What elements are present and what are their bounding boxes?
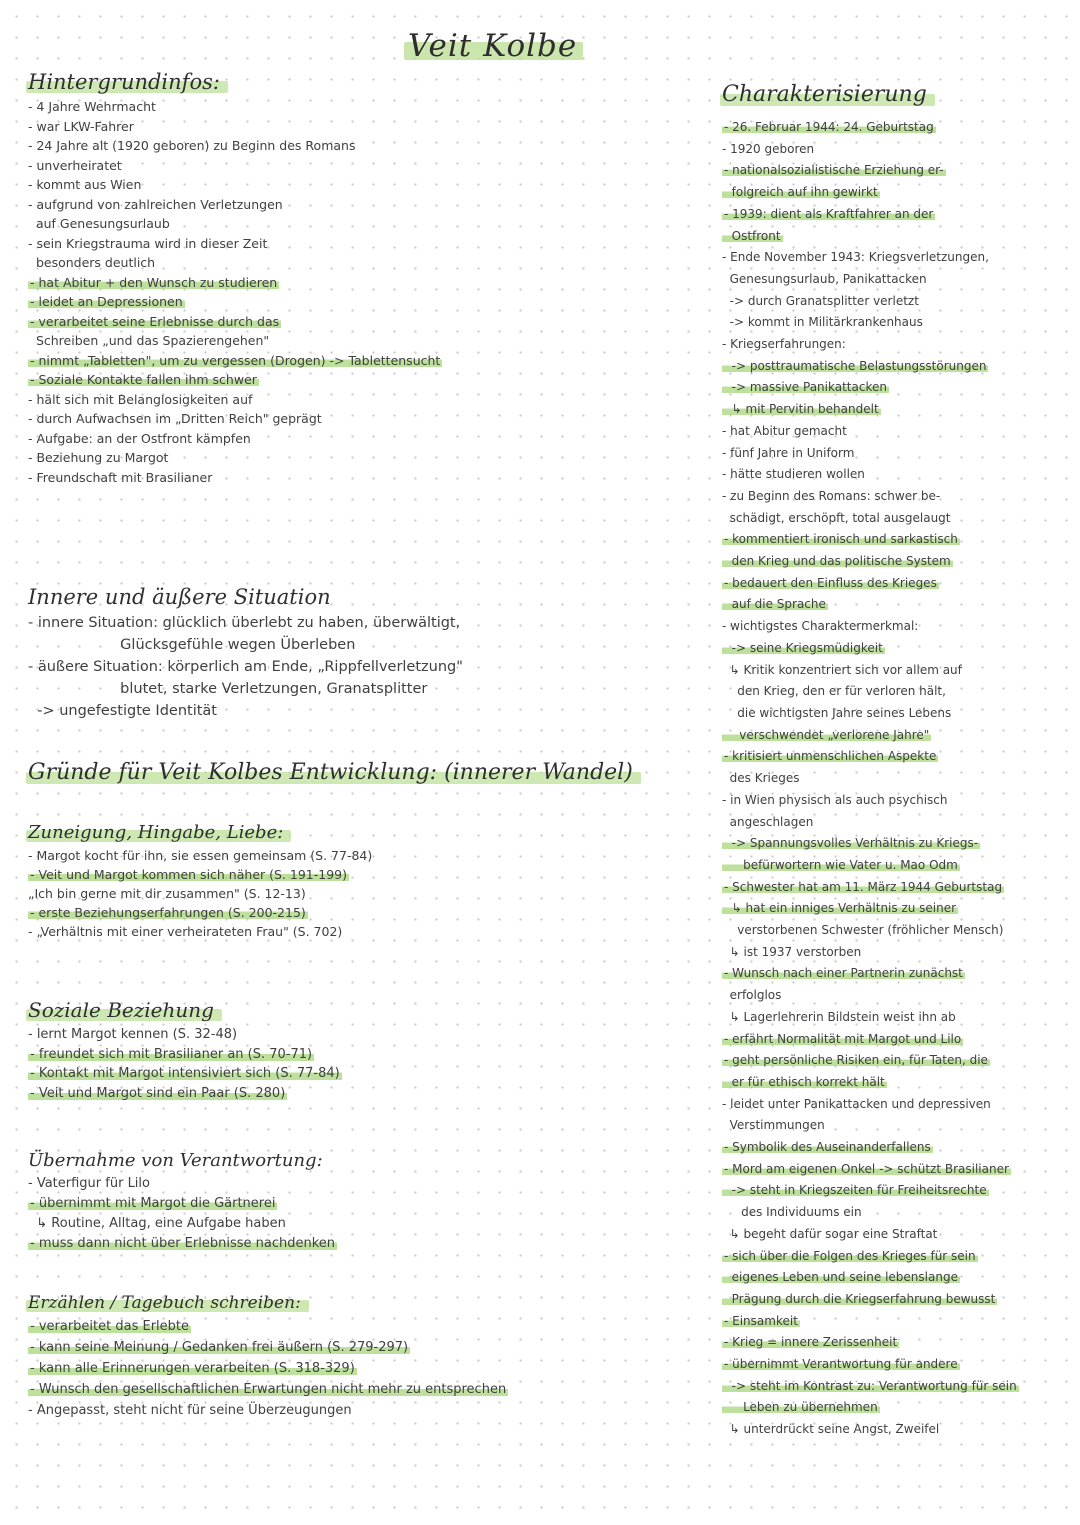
note-line-text: - kann seine Meinung / Gedanken frei äußern (S. 279-297)	[30, 1340, 409, 1355]
note-line-text: - Veit und Margot kommen sich näher (S. 191-199)	[30, 867, 347, 882]
note-line-text: - aufgrund von zahlreichen Verletzungen	[28, 196, 283, 212]
characterization-line-text: - Kriegserfahrungen:	[722, 337, 846, 352]
characterization-line-text: -> steht in Kriegszeiten für Freiheitsrechte	[724, 1183, 987, 1198]
section-1	[28, 585, 588, 722]
characterization-line	[722, 638, 1067, 660]
characterization-line	[722, 594, 1067, 616]
characterization-line	[722, 182, 1067, 204]
characterization-line	[722, 855, 1067, 877]
note-line	[28, 678, 588, 700]
characterization-line	[722, 399, 1067, 421]
note-line	[28, 234, 588, 254]
characterization-line	[722, 725, 1067, 747]
characterization-line-text: befürwortern wie Vater u. Mao Odm	[724, 857, 958, 872]
characterization-line-text: den Krieg, den er für verloren hält,	[722, 684, 946, 699]
note-line	[28, 409, 588, 429]
note-line	[28, 97, 588, 117]
characterization-line-text: -> kommt in Militärkrankenhaus	[722, 315, 923, 330]
characterization-line-text: des Krieges	[722, 771, 800, 786]
characterization-line	[722, 486, 1067, 508]
characterization-line-text: - hat Abitur gemacht	[722, 423, 847, 438]
characterization-line-text: die wichtigsten Jahre seines Lebens	[722, 705, 952, 720]
note-line-text: ↳ Routine, Alltag, eine Aufgabe haben	[28, 1216, 286, 1231]
note-line-text: - freundet sich mit Brasilianer an (S. 70-71)	[30, 1046, 313, 1062]
note-line	[28, 1214, 588, 1234]
section-2	[28, 760, 633, 788]
characterization-line-text: den Krieg und das politische System	[724, 554, 951, 569]
page-title-text: Veit Kolbe	[408, 28, 578, 64]
characterization-line	[722, 269, 1067, 291]
characterization-line	[722, 312, 1067, 334]
characterization-line	[722, 204, 1067, 226]
characterization-line	[722, 464, 1067, 486]
characterization-line	[722, 1029, 1067, 1051]
characterization-line	[722, 551, 1067, 573]
note-line	[28, 846, 588, 865]
characterization-line	[722, 334, 1067, 356]
characterization-line	[722, 421, 1067, 443]
note-line	[28, 351, 588, 371]
characterization-line-text: Leben zu übernehmen	[724, 1400, 878, 1415]
note-line-text: - Kontakt mit Margot intensiviert sich (S. 77-84)	[30, 1066, 340, 1081]
note-line	[28, 448, 588, 468]
note-line-text: - kann alle Erinnerungen verarbeiten (S. 318-329)	[30, 1361, 355, 1376]
note-line-text: - unverheiratet	[28, 157, 122, 173]
note-line	[28, 1234, 588, 1254]
note-line-text: Glücksgefühle wegen Überleben	[28, 637, 356, 653]
note-line-text: auf Genesungsurlaub	[28, 216, 170, 231]
note-line-text: - innere Situation: glücklich überlebt zu haben, überwältigt,	[28, 615, 461, 631]
characterization-line	[722, 356, 1067, 378]
characterization-line	[722, 746, 1067, 768]
characterization-line-text: Ostfront	[724, 228, 781, 243]
characterization-line-text: ↳ hat ein inniges Verhältnis zu seiner	[724, 901, 957, 916]
note-line	[28, 175, 588, 195]
characterization-line-text: er für ethisch korrekt hält	[724, 1074, 885, 1089]
note-line	[28, 1045, 588, 1065]
characterization-line-text: - Wunsch nach einer Partnerin zunächst	[724, 966, 963, 981]
note-line-text: - verarbeitet seine Erlebnisse durch das	[30, 313, 280, 329]
characterization-line	[722, 703, 1067, 725]
note-line	[28, 1316, 588, 1337]
section-heading: Innere und äußere Situation	[28, 585, 331, 609]
characterization-line	[722, 1050, 1067, 1072]
characterization-line	[722, 660, 1067, 682]
characterization-line	[722, 1332, 1067, 1354]
note-line	[28, 370, 588, 390]
characterization-line-text: -> steht im Kontrast zu: Verantwortung für sein	[724, 1378, 1017, 1393]
characterization-line	[722, 573, 1067, 595]
characterization-line-text: - Einsamkeit	[724, 1313, 798, 1328]
note-line	[28, 1084, 588, 1104]
note-line-text: - muss dann nicht über Erlebnisse nachdenken	[30, 1236, 335, 1251]
note-line	[28, 390, 588, 410]
characterization-line	[722, 942, 1067, 964]
note-line-text: „Ich bin gerne mit dir zusammen" (S. 12-13)	[28, 886, 306, 901]
note-line-text: - äußere Situation: körperlich am Ende, „Rippfellverletzung"	[28, 659, 463, 675]
characterization-line-text: - bedauert den Einfluss des Krieges	[724, 575, 937, 590]
characterization-line-text: - geht persönliche Risiken ein, für Taten, die	[724, 1053, 988, 1068]
page-title	[408, 28, 577, 64]
characterization-line-text: - wichtigstes Charaktermerkmal:	[722, 619, 919, 634]
note-line	[28, 884, 588, 903]
characterization-line-text: - fünf Jahre in Uniform	[722, 445, 855, 460]
characterization-line-text: schädigt, erschöpft, total ausgelaugt	[722, 510, 951, 525]
characterization-line	[722, 985, 1067, 1007]
section-4	[28, 998, 588, 1103]
note-line	[28, 117, 588, 137]
note-line	[28, 312, 588, 332]
note-line	[28, 292, 588, 312]
characterization-line-text: -> durch Granatsplitter verletzt	[722, 293, 919, 308]
characterization-line	[722, 226, 1067, 248]
characterization-line-text: - 1920 geboren	[722, 141, 815, 156]
characterization-line	[722, 898, 1067, 920]
note-line	[28, 1064, 588, 1084]
characterization-line-text: -> Spannungsvolles Verhältnis zu Kriegs-	[724, 836, 979, 851]
note-line	[28, 136, 588, 156]
characterization-line-text: folgreich auf ihn gewirkt	[724, 185, 878, 200]
characterization-line-text: erfolglos	[722, 988, 782, 1003]
note-line	[28, 1025, 588, 1045]
characterization-line-text: - Symbolik des Auseinanderfallens	[724, 1140, 931, 1155]
note-line	[28, 214, 588, 234]
note-line	[28, 1379, 588, 1400]
characterization-line	[722, 681, 1067, 703]
note-line-text: - Margot kocht für ihn, sie essen gemeinsam (S. 77-84)	[28, 848, 373, 863]
characterization-line	[722, 1246, 1067, 1268]
characterization-line	[722, 1180, 1067, 1202]
characterization-line	[722, 291, 1067, 313]
characterization-line-text: -> posttraumatische Belastungsstörungen	[724, 358, 987, 373]
characterization-line	[722, 1094, 1067, 1116]
note-line-text: - Aufgabe: an der Ostfront kämpfen	[28, 430, 251, 446]
section-0	[28, 70, 588, 487]
note-line	[28, 253, 588, 273]
note-line	[28, 903, 588, 922]
characterization-line	[722, 1311, 1067, 1333]
section-6	[28, 1293, 588, 1421]
note-line-text: - hat Abitur + den Wunsch zu studieren	[30, 274, 278, 290]
note-line-text: - Vaterfigur für Lilo	[28, 1176, 150, 1191]
note-line	[28, 634, 588, 656]
note-line-text: - Soziale Kontakte fallen ihm schwer	[30, 372, 257, 387]
note-line	[28, 1358, 588, 1379]
characterization-line	[722, 1267, 1067, 1289]
characterization-line	[722, 1115, 1067, 1137]
section-heading: Hintergrundinfos:	[28, 70, 220, 94]
characterization-line	[722, 139, 1067, 161]
note-line	[28, 612, 588, 634]
characterization-line-text: -> seine Kriegsmüdigkeit	[724, 640, 883, 655]
characterization-line	[722, 443, 1067, 465]
note-line	[28, 273, 588, 293]
characterization-line	[722, 1419, 1067, 1441]
characterization-line	[722, 160, 1067, 182]
characterization-line-text: - Ende November 1943: Kriegsverletzungen,	[722, 250, 989, 265]
note-line-text: - Beziehung zu Margot	[28, 450, 169, 465]
note-line	[28, 331, 588, 351]
characterization-line	[722, 1007, 1067, 1029]
characterization-line-text: - übernimmt Verantwortung für andere	[724, 1357, 958, 1372]
note-line	[28, 922, 588, 941]
section-5	[28, 1150, 588, 1254]
characterization-line-text: angeschlagen	[722, 814, 814, 829]
note-line	[28, 156, 588, 176]
characterization-line	[722, 812, 1067, 834]
note-line	[28, 1194, 588, 1214]
characterization-line-text: - 1939: dient als Kraftfahrer an der	[724, 206, 934, 221]
note-line-text: blutet, starke Verletzungen, Granatsplitter	[28, 681, 428, 697]
note-line-text: - sein Kriegstrauma wird in dieser Zeit	[28, 235, 268, 251]
note-line-text: - Freundschaft mit Brasilianer	[28, 469, 213, 485]
characterization-line-text: des Individuums ein	[722, 1205, 862, 1220]
characterization-line-text: Verstimmungen	[722, 1118, 825, 1133]
characterization-line	[722, 920, 1067, 942]
section-3	[28, 822, 588, 941]
section-heading: Zuneigung, Hingabe, Liebe:	[28, 822, 284, 843]
characterization-line-text: - nationalsozialistische Erziehung er-	[724, 163, 944, 178]
characterization-line-text: - in Wien physisch als auch psychisch	[722, 792, 948, 807]
characterization-line-text: - kommentiert ironisch und sarkastisch	[724, 532, 958, 547]
note-line	[28, 1174, 588, 1194]
note-line	[28, 656, 588, 678]
characterization-line-text: eigenes Leben und seine lebenslange	[724, 1270, 958, 1285]
characterization-line	[722, 963, 1067, 985]
characterization-line-text: -> massive Panikattacken	[724, 380, 887, 395]
note-line	[28, 429, 588, 449]
characterization-line-text: ↳ mit Pervitin behandelt	[724, 402, 879, 417]
note-line-text: - Wunsch den gesellschaftlichen Erwartungen nicht mehr zu entsprechen	[30, 1382, 507, 1397]
section-heading: Gründe für Veit Kolbes Entwicklung: (innerer Wandel)	[28, 760, 633, 785]
characterization-line-text: - Krieg = innere Zerissenheit	[724, 1335, 898, 1350]
note-line	[28, 1400, 588, 1421]
note-line-text: - verarbeitet das Erlebte	[30, 1319, 189, 1334]
characterization-line	[722, 247, 1067, 269]
characterization-line-text: auf die Sprache	[724, 597, 826, 612]
characterization-line	[722, 1354, 1067, 1376]
characterization-line-text: - hätte studieren wollen	[722, 467, 865, 482]
characterization-line	[722, 1202, 1067, 1224]
note-line	[28, 1337, 588, 1358]
characterization-line	[722, 616, 1067, 638]
characterization-line-text: - 26. Februar 1944: 24. Geburtstag	[724, 120, 934, 134]
characterization-line-text: - sich über die Folgen des Krieges für sein	[724, 1248, 976, 1263]
note-line-text: - „Verhältnis mit einer verheirateten Frau" (S. 702)	[28, 924, 343, 939]
characterization-line-text: ↳ begeht dafür sogar eine Straftat	[722, 1226, 938, 1241]
note-line-text: - leidet an Depressionen	[30, 294, 183, 309]
characterization-line	[722, 508, 1067, 530]
characterization-line	[722, 790, 1067, 812]
characterization-line-text: - leidet unter Panikattacken und depressiven	[722, 1096, 991, 1111]
characterization-line-text: - erfährt Normalität mit Margot und Lilo	[724, 1031, 962, 1046]
note-line-text: - kommt aus Wien	[28, 177, 142, 192]
note-line-text: - übernimmt mit Margot die Gärtnerei	[30, 1196, 276, 1211]
characterization-line-text: verstorbenen Schwester (fröhlicher Mensch)	[722, 923, 1004, 938]
note-line-text: -> ungefestigte Identität	[28, 703, 217, 719]
characterization-line	[722, 117, 1067, 139]
characterization-line	[722, 1159, 1067, 1181]
section-heading: Übernahme von Verantwortung:	[28, 1150, 323, 1171]
section-heading: Erzählen / Tagebuch schreiben:	[28, 1293, 301, 1313]
note-line-text: - 24 Jahre alt (1920 geboren) zu Beginn des Romans	[28, 138, 356, 153]
characterization-line-text: ↳ unterdrückt seine Angst, Zweifel	[722, 1422, 940, 1437]
characterization-line-text: ↳ ist 1937 verstorben	[722, 944, 862, 959]
characterization-line	[722, 877, 1067, 899]
characterization-line-text: Prägung durch die Kriegserfahrung bewusst	[724, 1291, 996, 1306]
note-line-text: - war LKW-Fahrer	[28, 118, 134, 134]
note-line-text: - 4 Jahre Wehrmacht	[28, 99, 156, 114]
characterization-line-text: Genesungsurlaub, Panikattacken	[722, 271, 927, 286]
characterization-line-text: ↳ Lagerlehrerin Bildstein weist ihn ab	[722, 1009, 956, 1024]
characterization-line	[722, 1397, 1067, 1419]
note-line-text: - Veit und Margot sind ein Paar (S. 280)	[30, 1085, 286, 1101]
characterization-line-text: - zu Beginn des Romans: schwer be-	[722, 488, 941, 503]
characterization-line-text: verschwendet „verlorene Jahre"	[724, 727, 930, 742]
note-line	[28, 195, 588, 215]
characterization-line	[722, 1072, 1067, 1094]
note-line-text: - durch Aufwachsen im „Dritten Reich" geprägt	[28, 411, 322, 426]
note-line-text: - hält sich mit Belanglosigkeiten auf	[28, 391, 253, 407]
characterization-line-text: - Schwester hat am 11. März 1944 Geburtstag	[724, 879, 1003, 894]
right-column	[722, 82, 1067, 1441]
note-line-text: Schreiben „und das Spazierengehen"	[28, 333, 270, 348]
characterization-line	[722, 1137, 1067, 1159]
note-line	[28, 865, 588, 884]
characterization-line-text: ↳ Kritik konzentriert sich vor allem auf	[722, 662, 962, 677]
section-heading: Soziale Beziehung	[28, 998, 214, 1022]
characterization-line	[722, 1224, 1067, 1246]
note-line-text: - erste Beziehungserfahrungen (S. 200-215)	[30, 905, 306, 920]
characterization-line	[722, 1376, 1067, 1398]
note-line-text: - nimmt „Tabletten", um zu vergessen (Drogen) -> Tablettensucht	[30, 352, 441, 368]
note-line-text: - lernt Margot kennen (S. 32-48)	[28, 1027, 238, 1042]
characterization-line-text: - Mord am eigenen Onkel -> schützt Brasilianer	[724, 1161, 1009, 1176]
note-line	[28, 700, 588, 722]
characterization-line	[722, 529, 1067, 551]
characterization-heading: Charakterisierung	[722, 82, 927, 107]
characterization-line	[722, 377, 1067, 399]
note-line-text: besonders deutlich	[28, 255, 156, 270]
characterization-line	[722, 833, 1067, 855]
characterization-line	[722, 1289, 1067, 1311]
characterization-line-text: - kritisiert unmenschlichen Aspekte	[724, 749, 937, 764]
note-line-text: - Angepasst, steht nicht für seine Überzeugungen	[28, 1403, 352, 1418]
characterization-line	[722, 768, 1067, 790]
note-line	[28, 468, 588, 488]
